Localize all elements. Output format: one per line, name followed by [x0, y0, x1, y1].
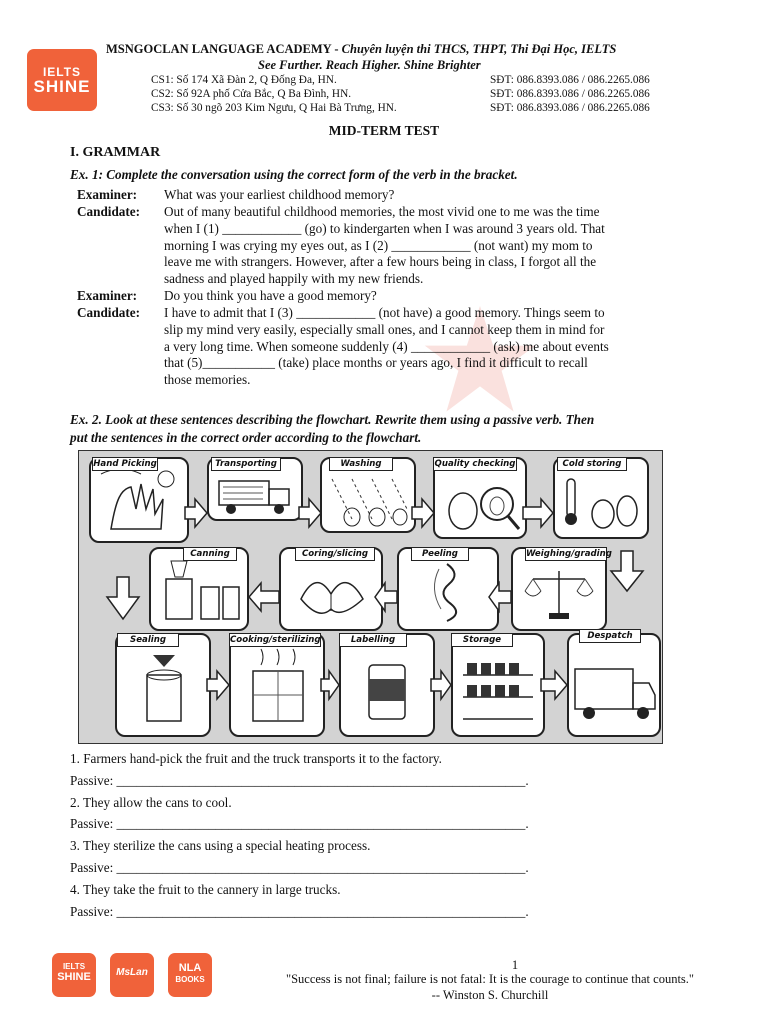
- passive-answer-line[interactable]: Passive: ______________________________________________________________.: [70, 903, 529, 919]
- utterance-line: I have to admit that I (3) ____________ (not have) a good memory. Things seem to: [164, 305, 605, 320]
- ex2-instruction-line: Ex. 2. Look at these sentences describing the flowchart. Rewrite them using a passive verb. Then: [70, 412, 595, 427]
- flow-label: Transporting: [211, 457, 281, 471]
- academy-tagline: Chuyên luyện thi THCS, THPT, Thi Đại Học, IELTS: [341, 42, 617, 56]
- arrow-right-icon: [299, 499, 321, 527]
- footer-quote-author: -- Winston S. Churchill: [431, 988, 549, 1002]
- question-sentence: 4. They take the fruit to the cannery in large trucks.: [70, 881, 341, 897]
- flow-label: Despatch: [579, 629, 641, 643]
- arrow-left-icon: [489, 583, 511, 611]
- flow-label: Labelling: [339, 633, 407, 647]
- speaker-examiner: Examiner:: [77, 187, 138, 202]
- arrow-down-icon: [107, 577, 139, 619]
- footer-logo-line1: IELTS: [62, 962, 86, 971]
- branch-phone: SĐT: 086.8393.086 / 086.2265.086: [490, 88, 650, 100]
- ielts-shine-logo: [27, 49, 97, 111]
- flow-label: Quality checking: [434, 459, 516, 469]
- utterance-line: Do you think you have a good memory?: [164, 288, 377, 303]
- doc-title: MID-TERM TEST: [328, 123, 440, 138]
- branch-list: [151, 73, 691, 115]
- arrow-right-icon: [541, 671, 567, 699]
- ex2-instruction-line: put the sentences in the correct order according to the flowchart.: [70, 429, 422, 445]
- arrow-left-icon: [375, 583, 397, 611]
- passive-answer-line[interactable]: Passive: ______________________________________________________________.: [70, 859, 529, 875]
- footer-nla-line1: NLA: [178, 962, 202, 974]
- arrow-right-icon: [431, 671, 451, 699]
- flow-label: Canning: [183, 547, 237, 561]
- flow-label: Peeling: [411, 547, 469, 561]
- footer-logo-line2: SHINE: [57, 971, 91, 983]
- footer-mslan-text: MsLan: [116, 967, 148, 978]
- academy-name: MSNGOCLAN LANGUAGE ACADEMY: [106, 42, 332, 56]
- branch-phone: SĐT: 086.8393.086 / 086.2265.086: [490, 74, 650, 86]
- arrow-left-icon: [249, 583, 279, 611]
- utterance: [164, 305, 694, 389]
- utterance-line: when I (1) ____________ (go) to kindergarten when I was around 3 years old. That: [164, 220, 605, 236]
- speaker-examiner: Examiner:: [77, 288, 138, 303]
- utterance-line: those memories.: [164, 372, 251, 388]
- academy-sep: -: [331, 42, 342, 56]
- flow-label: Cooking/sterilizing: [230, 635, 321, 645]
- flow-label: Coring/slicing: [295, 547, 375, 561]
- flow-label: Weighing/grading: [526, 549, 612, 559]
- arrow-right-icon: [523, 499, 553, 527]
- footer-ielts-shine-logo: [52, 953, 96, 997]
- academy-heading: [106, 42, 706, 57]
- question-sentence: 3. They sterilize the cans using a special heating process.: [70, 838, 371, 854]
- utterance: [164, 204, 694, 288]
- utterance: [164, 288, 694, 305]
- ex1-instruction: Ex. 1: Complete the conversation using the correct form of the verb in the bracket.: [70, 167, 518, 182]
- utterance-line: Out of many beautiful childhood memories, the most vivid one to me was the time: [164, 204, 600, 219]
- flow-label: Cold storing: [557, 457, 627, 471]
- branch-address: CS2: Số 92A phố Cửa Bắc, Q Ba Đình, HN.: [151, 88, 352, 100]
- utterance-line: morning I was crying my eyes out, as I (2) ____________ (not want) my mom to: [164, 237, 593, 253]
- utterance-line: that (5)___________ (take) place months or years ago, I find it difficult to recall: [164, 355, 588, 371]
- utterance-line: What was your earliest childhood memory?: [164, 187, 395, 202]
- footer-mslan-logo: [110, 953, 154, 997]
- ex1-dialogue: [77, 187, 697, 392]
- logo-line2: SHINE: [33, 77, 91, 96]
- footer-nla-books-logo: [168, 953, 212, 997]
- arrow-right-icon: [185, 499, 207, 527]
- utterance-line: slip my mind very easily, especially small ones, and I cannot keep them in mind for: [164, 321, 605, 337]
- branch-2: [151, 87, 691, 101]
- footer-quote: "Success is not final; failure is not fatal: It is the courage to continue that counts.": [285, 972, 695, 986]
- speaker-candidate: Candidate:: [77, 305, 141, 320]
- flow-label: Washing: [329, 457, 393, 471]
- question-sentence: 1. Farmers hand-pick the fruit and the truck transports it to the factory.: [70, 751, 442, 766]
- passive-answer-line[interactable]: Passive: ______________________________________________________________.: [70, 816, 529, 832]
- logo-line1: IELTS: [42, 65, 82, 79]
- passive-answer-line[interactable]: Passive: ______________________________________________________________.: [70, 772, 529, 788]
- flowchart: [78, 450, 663, 744]
- ex2-instruction: [70, 411, 730, 446]
- flow-label: Sealing: [117, 633, 179, 647]
- arrow-right-icon: [207, 671, 229, 699]
- arrow-right-icon: [412, 499, 434, 527]
- speaker-candidate: Candidate:: [77, 204, 141, 219]
- utterance-line: a very long time. When someone suddenly (4) ____________ (ask) me about events: [164, 338, 609, 354]
- flow-arrows: [79, 451, 662, 743]
- page-number: 1: [511, 958, 519, 972]
- utterance-line: sadness and played happily with my new friends.: [164, 271, 424, 287]
- branch-address: CS3: Số 30 ngõ 203 Kim Ngưu, Q Hai Bà Trưng, HN.: [151, 102, 397, 114]
- branch-address: CS1: Số 174 Xã Đàn 2, Q Đống Đa, HN.: [151, 74, 337, 86]
- slogan: See Further. Reach Higher. Shine Brighter: [258, 58, 481, 72]
- flow-label: Storage: [451, 633, 513, 647]
- branch-1: [151, 73, 691, 87]
- section-heading: I. GRAMMAR: [70, 145, 161, 160]
- ex2-questions: [70, 748, 670, 922]
- footer-nla-line2: BOOKS: [175, 975, 205, 984]
- arrow-right-icon: [321, 671, 339, 699]
- arrow-down-icon: [611, 551, 643, 591]
- flow-label: Hand Picking: [93, 459, 157, 469]
- branch-3: [151, 101, 691, 115]
- question-sentence: 2. They allow the cans to cool.: [70, 794, 232, 810]
- utterance-line: leave me with strangers. However, after a few hours being in class, I forgot all the: [164, 254, 597, 270]
- branch-phone: SĐT: 086.8393.086 / 086.2265.086: [490, 102, 650, 114]
- utterance: [164, 187, 694, 204]
